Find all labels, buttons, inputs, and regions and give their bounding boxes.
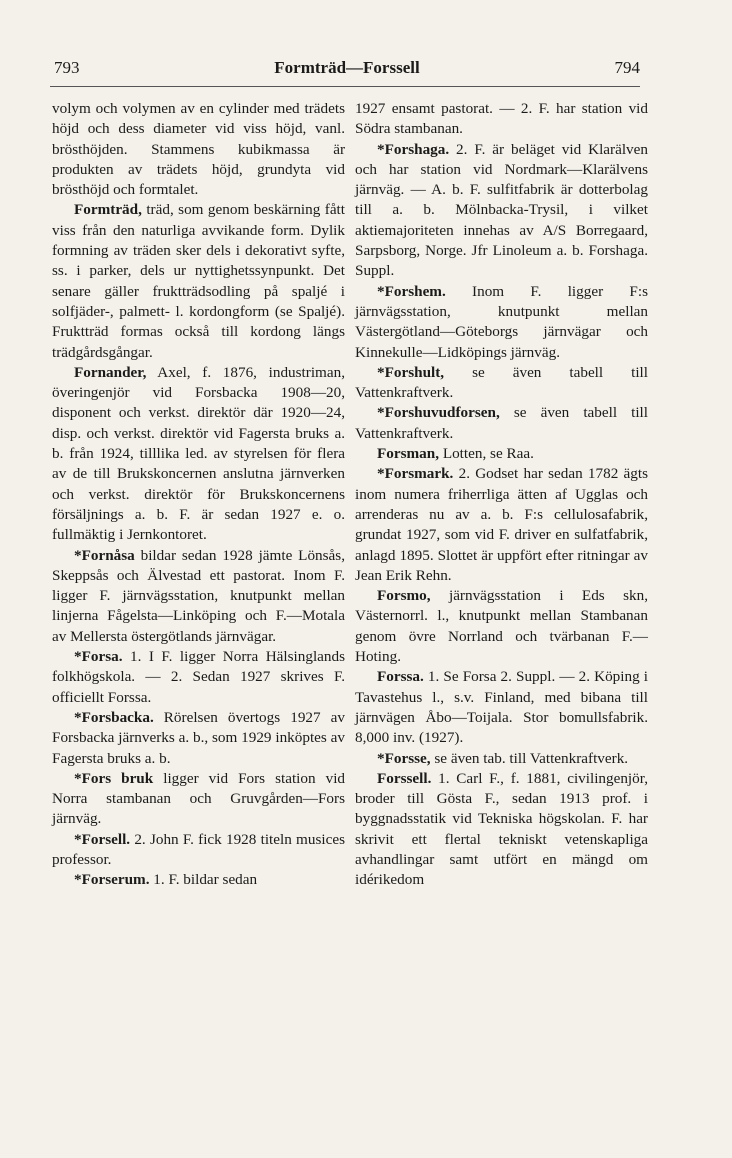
entry-forsmark [355, 464, 648, 586]
entry-text: se även tabell till Vattenkraftverk. [355, 404, 648, 442]
header-rule [50, 86, 640, 87]
entry-continuation [355, 99, 648, 140]
entry-text: Lotten, se Raa. [439, 445, 534, 463]
entry-forsmo [355, 586, 648, 667]
entry-text: 1. Carl F., f. 1881, civilingenjör, broder till Gösta F., sedan 1913 prof. i byggnadsstatik vid Tekniska högskolan. F. har skrivit ett flertal tekniskt vetenskapliga avhandlingar samt utfört en mängd om idérikedom [355, 769, 648, 889]
entry-headword: Forssa. [377, 668, 424, 686]
entry-forssa [355, 667, 648, 748]
left-column [52, 99, 345, 891]
page-number-right: 794 [614, 58, 640, 77]
entry-headword: *Forshem. [377, 282, 446, 300]
entry-headword: *Forsbacka. [74, 708, 154, 726]
entry-headword: *Forsmark. [377, 465, 454, 483]
entry-headword: *Forsa. [74, 648, 123, 666]
entry-text: 2. Godset har sedan 1782 ägts inom numera friherrliga ätten af Ugglas och arrenderas nu av a. b. F:s cellulosafabrik, grundat 1927, som vid F. driver en sulfatfabrik, anlagd 1895. Slottet är uppfört efter ritningar av Jean Erik Rehn. [355, 465, 648, 584]
entry-forserum [52, 870, 345, 890]
page-header [54, 58, 640, 86]
entry-forshuvudforsen [355, 403, 648, 444]
entry-text: Axel, f. 1876, industriman, överingenjör vid Forsbacka 1908—20, disponent och verkst. direktör där 1920—24, disp. och verkst. direktör vid Fagersta bruks a. b. från 1924, tilllika led. av styrelsen för flera av de till Brukskoncernen anslutna järnverken och verkst. direktör för Brukskoncernens försäljnings a. b. F. är sedan 1927 e. o. fullmäktig i Jernkontoret. [52, 363, 345, 544]
entry-text: 1. Se Forsa 2. Suppl. — 2. Köping i Tavastehus l., s.v. Finland, med bibana till järnvägen Åbo—Toijala. Stor bomullsfabrik. 8,000 inv. (1927). [355, 668, 648, 747]
entry-formtrad [52, 200, 345, 362]
entry-text: träd, som genom beskärning fått viss från den naturliga avvikande form. Dylik formning av träden sker dels i dekorativt syfte, ss. i parker, dels ur nyttighetssynpunkt. Det senare gäller fruktträdsodling på spaljé i solfjäder-, palmett- l. kordongform (se Spaljé). Fruktträd formas också till kordong längs trädgårdsgångar. [52, 201, 345, 361]
page-number-left: 793 [54, 58, 80, 77]
entry-forsman [355, 444, 648, 464]
entry-text: 1927 ensamt pastorat. — 2. F. har station vid Södra stambanan. [355, 100, 648, 138]
entry-text: 1. F. bildar sedan [149, 871, 258, 889]
entry-text: volym och volymen av en cylinder med trädets höjd och dess diameter vid viss höjd, vanl. brösthöjden. Stammens kubikmassa är produkten av trädets höjd, grundyta vid brösthöjd och formtalet. [52, 100, 345, 199]
entry-headword: *Forshuvudforsen, [377, 404, 500, 422]
entry-text: se även tab. till Vattenkraftverk. [430, 749, 629, 767]
entry-forssell [355, 769, 648, 891]
entry-headword: *Forsse, [377, 749, 431, 767]
entry-text: Inom F. ligger F:s järnvägsstation, knutpunkt mellan Västergötland—Göteborgs järnvägar och Kinnekulle—Lidköpings järnväg. [355, 282, 648, 361]
entry-headword: Fornander, [74, 363, 147, 381]
entry-forsa [52, 647, 345, 708]
entry-headword: Forsmo, [377, 587, 431, 605]
entry-fors-bruk [52, 769, 345, 830]
entry-continuation [52, 99, 345, 200]
entry-forshaga [355, 140, 648, 282]
entry-forshem [355, 282, 648, 363]
entry-forsbacka [52, 708, 345, 769]
entry-headword: *Forshult, [377, 363, 445, 381]
entry-text: se även tabell till Vattenkraftverk. [355, 363, 648, 402]
running-title: Formträd—Forssell [274, 58, 420, 77]
right-column [355, 99, 648, 891]
entry-text: bildar sedan 1928 jämte Lönsås, Skeppsås och Älvestad ett pastorat. Inom F. ligger F. järnvägsstation, knutpunkt mellan linjerna Fågelsta—Linköping och F.—Motala av Mellersta östergötlands järnvägar. [52, 546, 345, 645]
entry-headword: *Fors bruk [74, 769, 154, 787]
entry-headword: Forsman, [377, 445, 440, 463]
entry-text: 2. F. är beläget vid Klarälven och har station vid Nordmark—Klarälvens järnväg. — A. b. F. sulfitfabrik är dotterbolag till a. b. Mölnbacka-Trysil, i vilket aktiemajoriteten innehas av A/S Borregaard, Sarpsborg, Norge. Jfr Linoleum a. b. Forshaga. Suppl. [355, 140, 648, 280]
entry-text: 1. I F. ligger Norra Hälsinglands folkhögskola. — 2. Sedan 1927 skrives F. officiellt Forssa. [52, 648, 345, 706]
entry-headword: Forssell. [377, 769, 432, 787]
entry-headword: *Forshaga. [377, 140, 450, 158]
entry-fornander [52, 363, 345, 546]
entry-forsell [52, 830, 345, 871]
entry-text: ligger vid Fors station vid Norra stambanan och Gruvgården—Fors järnväg. [52, 769, 346, 828]
entry-text: järnvägsstation i Eds skn, Västernorrl. l., knutpunkt mellan Stambanan genom övre Norrland och tvärbanan F.—Hoting. [355, 587, 648, 666]
entry-forsse [355, 749, 648, 769]
entry-headword: *Fornåsa [74, 546, 135, 564]
entry-text: Rörelsen övertogs 1927 av Forsbacka järnverks a. b., som 1929 inköptes av Fagersta bruks a. b. [52, 708, 345, 767]
entry-headword: *Forsell. [74, 830, 131, 848]
entry-headword: *Forserum. [74, 871, 150, 889]
entry-fornasa [52, 546, 345, 647]
entry-headword: Formträd, [74, 201, 142, 219]
entry-forshult [355, 363, 648, 404]
entry-text: 2. John F. fick 1928 titeln musices professor. [52, 830, 345, 868]
